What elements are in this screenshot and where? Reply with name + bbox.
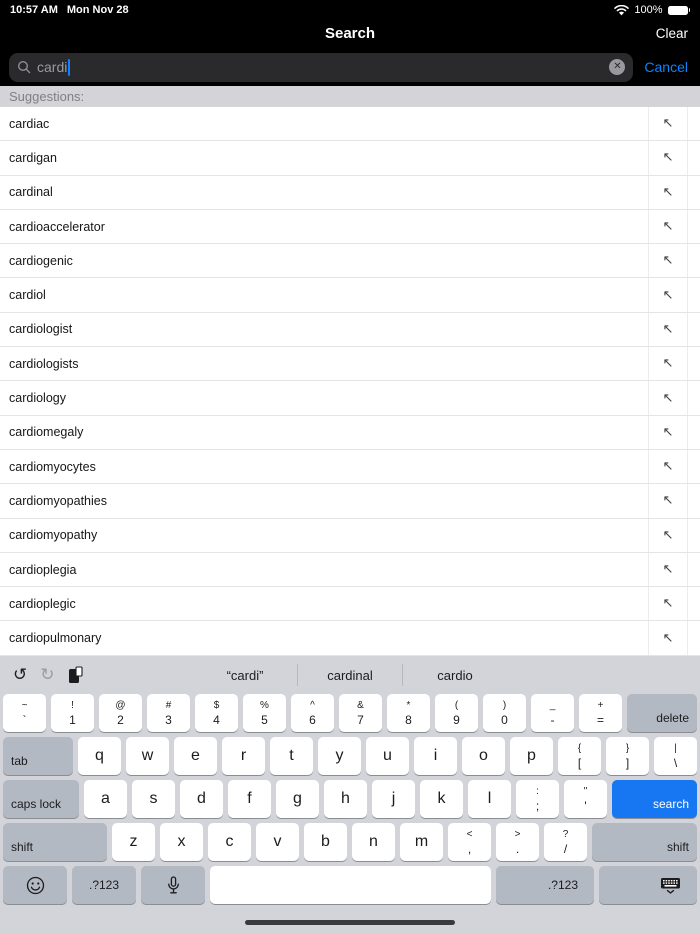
arrow-up-left-icon: ↖ — [662, 493, 674, 509]
arrow-up-left-icon: ↖ — [662, 253, 674, 269]
key-r[interactable]: r — [222, 737, 265, 775]
suggestion-text: cardiac — [9, 116, 50, 131]
suggestion-row[interactable] — [0, 587, 700, 621]
battery-percent: 100% — [634, 4, 663, 16]
arrow-up-left-icon: ↖ — [662, 184, 674, 200]
suggestion-row-right — [648, 519, 700, 552]
search-input[interactable] — [9, 53, 633, 82]
key-symbol-bottom: - — [550, 712, 555, 727]
key-j[interactable]: j — [372, 780, 415, 818]
nav-bar — [0, 20, 700, 48]
key-dismiss[interactable] — [599, 866, 697, 904]
emoji-icon — [26, 876, 45, 895]
keyboard-row — [3, 694, 697, 732]
dismiss-icon — [660, 877, 681, 894]
cancel-button[interactable]: Cancel — [644, 59, 688, 75]
key-i[interactable]: i — [414, 737, 457, 775]
key-symbol-bottom: 8 — [405, 712, 412, 727]
insert-suggestion-button[interactable] — [649, 141, 687, 174]
key-symbol-top: _ — [549, 699, 556, 711]
key-symbol-bottom: ' — [584, 798, 587, 813]
redo-icon[interactable]: ↻ — [40, 664, 55, 685]
insert-suggestion-button[interactable] — [649, 278, 687, 311]
key-symbol-top: ! — [71, 699, 74, 711]
row-right-pad — [688, 141, 700, 174]
arrow-up-left-icon: ↖ — [662, 116, 674, 132]
key-symbol-bottom: ] — [625, 755, 630, 770]
arrow-up-left-icon: ↖ — [662, 390, 674, 406]
key-h[interactable]: h — [324, 780, 367, 818]
suggestion-row-right — [648, 176, 700, 209]
suggestion-row-right — [648, 278, 700, 311]
insert-suggestion-button[interactable] — [649, 484, 687, 517]
key-symbol-bottom: , — [467, 841, 472, 856]
keyboard-rows — [3, 694, 697, 904]
mic-icon — [167, 876, 180, 895]
key-search[interactable]: search — [612, 780, 697, 818]
key-symbol-top: > — [514, 828, 521, 840]
suggestion-row[interactable] — [0, 210, 700, 244]
key-6[interactable] — [291, 694, 334, 732]
key-a[interactable]: a — [84, 780, 127, 818]
key-k[interactable]: k — [420, 780, 463, 818]
key-symbol-top: $ — [213, 699, 220, 711]
suggestion-row[interactable] — [0, 416, 700, 450]
key-delete[interactable]: delete — [627, 694, 697, 732]
insert-suggestion-button[interactable] — [649, 519, 687, 552]
row-right-pad — [688, 621, 700, 654]
arrow-up-left-icon: ↖ — [662, 150, 674, 166]
key-tab[interactable]: tab — [3, 737, 73, 775]
key-period[interactable] — [496, 823, 539, 861]
arrow-up-left-icon: ↖ — [662, 287, 674, 303]
key-symbol-top: < — [466, 828, 473, 840]
key-symbol-bottom: \ — [673, 755, 678, 770]
prediction-cardio[interactable]: cardio — [437, 667, 473, 683]
suggestion-row[interactable] — [0, 313, 700, 347]
suggestion-row[interactable] — [0, 450, 700, 484]
insert-suggestion-button[interactable] — [649, 621, 687, 654]
suggestion-text: cardiomyopathies — [9, 493, 107, 508]
status-date: Mon Nov 28 — [66, 4, 129, 16]
row-right-pad — [688, 347, 700, 380]
key-9[interactable] — [435, 694, 478, 732]
row-right-pad — [688, 381, 700, 414]
row-right-pad — [688, 107, 700, 140]
insert-suggestion-button[interactable] — [649, 313, 687, 346]
key-v[interactable]: v — [256, 823, 299, 861]
key-3[interactable] — [147, 694, 190, 732]
key-shift-left[interactable]: shift — [3, 823, 107, 861]
key-symbol-top: ~ — [21, 699, 28, 711]
key-7[interactable] — [339, 694, 382, 732]
key-symbol-top: | — [674, 742, 677, 754]
suggestion-row[interactable] — [0, 553, 700, 587]
row-right-pad — [688, 587, 700, 620]
keyboard — [0, 656, 700, 934]
key-symbol-top: % — [260, 699, 269, 711]
status-bar — [0, 0, 700, 20]
key-z[interactable]: z — [112, 823, 155, 861]
key-1[interactable] — [51, 694, 94, 732]
key-g[interactable]: g — [276, 780, 319, 818]
key-backslash[interactable] — [654, 737, 697, 775]
key-symbol-bottom: = — [596, 712, 604, 727]
suggestion-row[interactable] — [0, 176, 700, 210]
key-slash[interactable] — [544, 823, 587, 861]
search-icon — [17, 60, 31, 74]
insert-suggestion-button[interactable] — [649, 107, 687, 140]
key-symbol-top: + — [597, 699, 604, 711]
arrow-up-left-icon: ↖ — [662, 596, 674, 612]
key-symbol-bottom: 9 — [453, 712, 460, 727]
keyboard-row — [3, 780, 697, 818]
key-bracket-right[interactable] — [606, 737, 649, 775]
row-right-pad — [688, 484, 700, 517]
suggestion-text: cardiomegaly — [9, 425, 84, 440]
key-hyphen[interactable] — [531, 694, 574, 732]
row-right-pad — [688, 278, 700, 311]
key-symbol-top: } — [625, 742, 630, 754]
suggestion-row[interactable] — [0, 244, 700, 278]
key-symbol-bottom: 3 — [165, 712, 172, 727]
insert-suggestion-button[interactable] — [649, 210, 687, 243]
suggestion-row[interactable] — [0, 484, 700, 518]
suggestion-row-right — [648, 553, 700, 586]
prediction-cardinal[interactable]: cardinal — [327, 667, 373, 683]
key-n[interactable]: n — [352, 823, 395, 861]
insert-suggestion-button[interactable] — [649, 176, 687, 209]
key-symbol-top: " — [583, 785, 588, 797]
wifi-icon — [614, 5, 629, 16]
arrow-up-left-icon: ↖ — [662, 630, 674, 646]
row-right-pad — [688, 519, 700, 552]
clear-text-icon[interactable]: ✕ — [609, 59, 625, 75]
key-t[interactable]: t — [270, 737, 313, 775]
row-right-pad — [688, 416, 700, 449]
key-numbers-right[interactable]: .?123 — [496, 866, 594, 904]
suggestion-text: cardiopulmonary — [9, 631, 102, 646]
key-mic[interactable] — [141, 866, 205, 904]
suggestion-text: cardioaccelerator — [9, 219, 105, 234]
key-symbol-bottom: 7 — [357, 712, 364, 727]
key-symbol-bottom: [ — [577, 755, 582, 770]
suggestion-row-right — [648, 210, 700, 243]
key-symbol-bottom: 2 — [117, 712, 124, 727]
suggestion-row[interactable] — [0, 141, 700, 175]
suggestions-header: Suggestions: — [0, 86, 700, 107]
suggestion-text: cardioplegic — [9, 596, 76, 611]
key-symbol-top: & — [357, 699, 364, 711]
suggestion-text: cardiol — [9, 288, 46, 303]
key-symbol-top: # — [165, 699, 172, 711]
key-x[interactable]: x — [160, 823, 203, 861]
search-bar — [0, 48, 700, 86]
suggestion-row[interactable] — [0, 519, 700, 553]
suggestion-text: cardiomyopathy — [9, 528, 98, 543]
suggestion-text: cardinal — [9, 185, 53, 200]
suggestion-row-right — [648, 107, 700, 140]
key-w[interactable]: w — [126, 737, 169, 775]
key-l[interactable]: l — [468, 780, 511, 818]
key-s[interactable]: s — [132, 780, 175, 818]
text-cursor — [68, 59, 70, 76]
key-symbol-top: ) — [502, 699, 507, 711]
key-p[interactable]: p — [510, 737, 553, 775]
key-o[interactable]: o — [462, 737, 505, 775]
key-shift-right[interactable]: shift — [592, 823, 697, 861]
keyboard-row — [3, 823, 697, 861]
prediction-cells — [193, 664, 507, 686]
status-right — [614, 4, 690, 16]
status-left — [10, 4, 129, 16]
keyboard-edit-icons — [13, 656, 83, 694]
suggestion-text: cardioplegia — [9, 562, 77, 577]
arrow-up-left-icon: ↖ — [662, 321, 674, 337]
suggestion-text: cardiology — [9, 391, 66, 406]
suggestion-text: cardiologist — [9, 322, 73, 337]
insert-suggestion-button[interactable] — [649, 244, 687, 277]
key-e[interactable]: e — [174, 737, 217, 775]
insert-suggestion-button[interactable] — [649, 381, 687, 414]
row-right-pad — [688, 176, 700, 209]
key-symbol-bottom: 4 — [213, 712, 220, 727]
suggestion-row-right — [648, 313, 700, 346]
suggestion-row-right — [648, 347, 700, 380]
arrow-up-left-icon: ↖ — [662, 527, 674, 543]
key-numbers-left[interactable]: .?123 — [72, 866, 136, 904]
key-y[interactable]: y — [318, 737, 361, 775]
key-symbol-bottom: ` — [22, 712, 27, 727]
insert-suggestion-button[interactable] — [649, 587, 687, 620]
key-symbol-top: @ — [115, 699, 126, 711]
suggestion-row[interactable] — [0, 381, 700, 415]
arrow-up-left-icon: ↖ — [662, 424, 674, 440]
suggestion-row-right — [648, 244, 700, 277]
key-0[interactable] — [483, 694, 526, 732]
key-f[interactable]: f — [228, 780, 271, 818]
row-right-pad — [688, 244, 700, 277]
key-symbol-bottom: ; — [535, 798, 540, 813]
key-symbol-bottom: 5 — [261, 712, 268, 727]
insert-suggestion-button[interactable] — [649, 553, 687, 586]
key-bracket-left[interactable] — [558, 737, 601, 775]
key-symbol-bottom: / — [563, 841, 568, 856]
arrow-up-left-icon: ↖ — [662, 219, 674, 235]
battery-icon — [668, 6, 691, 15]
suggestion-row[interactable] — [0, 278, 700, 312]
suggestions-list — [0, 107, 700, 656]
suggestion-row[interactable] — [0, 107, 700, 141]
key-caps-lock[interactable]: caps lock — [3, 780, 79, 818]
key-d[interactable]: d — [180, 780, 223, 818]
key-emoji[interactable] — [3, 866, 67, 904]
home-indicator[interactable] — [245, 920, 455, 925]
insert-suggestion-button[interactable] — [649, 347, 687, 380]
key-symbol-top: { — [577, 742, 582, 754]
status-time: 10:57 AM — [10, 4, 58, 16]
suggestion-row[interactable] — [0, 621, 700, 655]
prediction-literal[interactable]: “cardi” — [226, 667, 264, 683]
key-equals[interactable] — [579, 694, 622, 732]
key-q[interactable]: q — [78, 737, 121, 775]
row-right-pad — [688, 450, 700, 483]
row-right-pad — [688, 553, 700, 586]
keyboard-row — [3, 866, 697, 904]
suggestion-row-right — [648, 141, 700, 174]
suggestion-row-right — [648, 587, 700, 620]
keyboard-prediction-bar — [3, 656, 697, 694]
key-comma[interactable] — [448, 823, 491, 861]
page-title: Search — [324, 25, 376, 42]
suggestion-row-right — [648, 450, 700, 483]
insert-suggestion-button[interactable] — [649, 416, 687, 449]
key-backtick[interactable] — [3, 694, 46, 732]
key-c[interactable]: c — [208, 823, 251, 861]
paste-icon[interactable] — [68, 666, 83, 684]
row-right-pad — [688, 313, 700, 346]
key-2[interactable] — [99, 694, 142, 732]
clear-button[interactable]: Clear — [655, 26, 688, 41]
key-space[interactable] — [210, 866, 491, 904]
key-symbol-top: ( — [454, 699, 459, 711]
suggestion-text: cardiomyocytes — [9, 459, 96, 474]
key-symbol-bottom: . — [515, 841, 520, 856]
suggestion-row-right — [648, 381, 700, 414]
key-symbol-top: ^ — [310, 699, 315, 711]
key-b[interactable]: b — [304, 823, 347, 861]
suggestion-row-right — [648, 484, 700, 517]
arrow-up-left-icon: ↖ — [662, 459, 674, 475]
keyboard-row — [3, 737, 697, 775]
suggestion-row-right — [648, 416, 700, 449]
arrow-up-left-icon: ↖ — [662, 356, 674, 372]
undo-icon[interactable]: ↺ — [13, 664, 28, 685]
row-right-pad — [688, 210, 700, 243]
suggestion-row-right — [648, 621, 700, 654]
suggestion-row[interactable] — [0, 347, 700, 381]
key-m[interactable]: m — [400, 823, 443, 861]
key-symbol-bottom: 1 — [69, 712, 76, 727]
key-8[interactable] — [387, 694, 430, 732]
suggestion-text: cardigan — [9, 150, 57, 165]
key-semicolon[interactable] — [516, 780, 559, 818]
key-symbol-top: : — [536, 785, 539, 797]
key-symbol-top: * — [406, 699, 411, 711]
suggestion-text: cardiologists — [9, 356, 79, 371]
key-symbol-top: ? — [562, 828, 569, 840]
key-4[interactable] — [195, 694, 238, 732]
arrow-up-left-icon: ↖ — [662, 562, 674, 577]
key-5[interactable] — [243, 694, 286, 732]
suggestion-text: cardiogenic — [9, 253, 73, 268]
key-symbol-bottom: 6 — [309, 712, 316, 727]
insert-suggestion-button[interactable] — [649, 450, 687, 483]
key-symbol-bottom: 0 — [501, 712, 508, 727]
search-value: cardi — [37, 59, 68, 75]
key-quote[interactable] — [564, 780, 607, 818]
key-u[interactable]: u — [366, 737, 409, 775]
